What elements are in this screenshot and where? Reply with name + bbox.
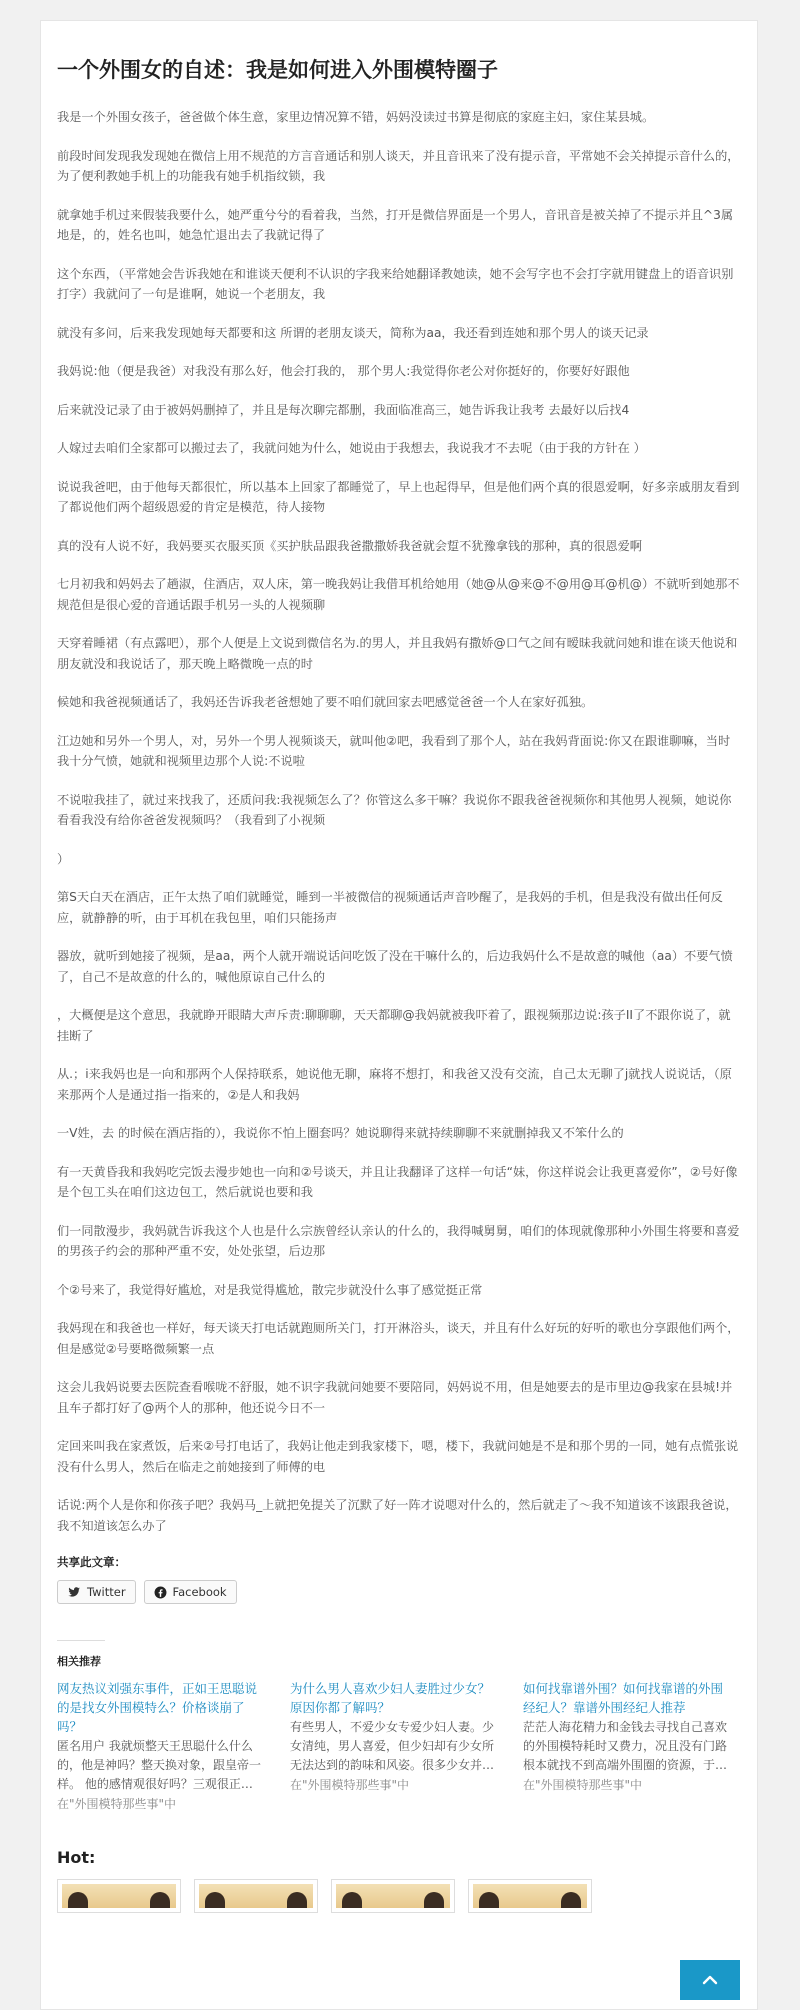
related-divider (57, 1640, 105, 1641)
article-paragraph: 有一天黄昏我和我妈吃完饭去漫步她也一向和②号谈天，并且让我翻译了这样一句话“妹，你这样说会让我更喜爱你”，②号好像是个包工头在咱们这边包工，然后就说也要和我 (57, 1164, 738, 1199)
related-category: 在"外围模特那些事"中 (523, 1778, 643, 1792)
article-paragraph: 这个东西，（平常她会告诉我她在和谁谈天便利不认识的字我来给她翻译教她读，她不会写字也不会打字就用键盘上的语音识别打字）我就问了一句是谁啊，她说一个老朋友，我 (57, 266, 734, 301)
article-body (57, 107, 741, 1536)
related-item (57, 1679, 264, 1814)
hot-thumbnail[interactable] (331, 1879, 455, 1913)
article-paragraph: 们一同散漫步，我妈就告诉我这个人也是什么宗族曾经认亲认的什么的，我得喊舅舅，咱们的体现就像那种小外围生将要和喜爱的男孩子约会的那种严重不安，处处张望，后边那 (57, 1223, 740, 1258)
article-paragraph: 后来就没记录了由于被妈妈删掉了，并且是每次聊完都删，我面临准高三，她告诉我让我考 去最好以后找4 (57, 402, 630, 417)
article-paragraph: 人嫁过去咱们全家都可以搬过去了，我就问她为什么，她说由于我想去，我说我才不去呢（由于我的方针在 ） (57, 441, 646, 455)
related-link[interactable]: 为什么男人喜欢少妇人妻胜过少女？原因你都了解吗？ (290, 1681, 491, 1715)
related-link[interactable]: 如何找靠谱外围？如何找靠谱的外围经纪人？靠谱外围经纪人推荐 (523, 1681, 724, 1715)
article-paragraph: 天穿着睡裙（有点露吧），那个人便是上文说到微信名为.的男人，并且我妈有撒娇@口气之间有暧昧我就问她和谁在谈天他说和朋友就没和我说话了，那天晚上略微晚一点的时 (57, 636, 738, 671)
share-title: 共享此文章： (57, 1555, 126, 1569)
twitter-icon (67, 1585, 81, 1599)
hot-thumbnail[interactable] (57, 1879, 181, 1913)
back-to-top-button[interactable] (680, 1960, 740, 2000)
article-paragraph: 从.；i来我妈也是一向和那两个人保持联系，她说他无聊，麻将不想打，和我爸又没有交流，自己太无聊了j就找人说说话，（原来那两个人是通过指一指来的，②是人和我妈 (57, 1067, 732, 1102)
twitter-share-button[interactable] (57, 1580, 136, 1604)
related-excerpt: 茫茫人海花精力和金钱去寻找自己喜欢的外围模特耗时又费力，况且没有门路根本就找不到高端外围圈的资源，于… (523, 1720, 728, 1772)
share-buttons (57, 1580, 741, 1604)
article-paragraph: 话说:两个人是你和你孩子吧？我妈马_上就把免提关了沉默了好一阵才说嗯对什么的，然后就走了～我不知道该不该跟我爸说，我不知道该怎么办了 (57, 1498, 738, 1533)
related-item (523, 1679, 730, 1814)
article-paragraph: 七月初我和妈妈去了趟淑，住酒店，双人床，第一晚我妈让我借耳机给她用（她@从@来@不@用@耳@机@）不就听到她那不规范但是很心爱的音通话跟手机另一头的人视频聊 (57, 577, 740, 612)
article-paragraph: 真的没有人说不好，我妈要买衣服买顶《买护肤品跟我爸撒撒娇我爸就会踅不犹豫拿钱的那种，真的很恩爱啊 (57, 538, 642, 553)
facebook-share-button[interactable] (144, 1580, 237, 1604)
thumbnail-image (473, 1884, 587, 1908)
article-paragraph: 一V姓，去 的时候在酒店指的），我说你不怕上圈套吗？她说聊得来就持续聊聊不来就删掉我又不笨什么的 (57, 1126, 624, 1140)
article-paragraph: 候她和我爸视频通话了，我妈还告诉我老爸想她了要不咱们就回家去吧感觉爸爸一个人在家好孤独。 (57, 695, 594, 709)
related-item (290, 1679, 497, 1814)
article-paragraph: 定回来叫我在家煮饭，后来②号打电话了，我妈让他走到我家楼下，嗯，楼下，我就问她是不是和那个男的一同，她有点慌张说没有什么男人，然后在临走之前她接到了师傅的电 (57, 1439, 739, 1474)
article-paragraph: ，大概便是这个意思，我就睁开眼睛大声斥责:聊聊聊，天天都聊@我妈就被我吓着了，跟视频那边说:孩子II了不跟你说了，就挂断了 (57, 1008, 731, 1043)
related-category: 在"外围模特那些事"中 (290, 1778, 410, 1792)
chevron-up-icon (702, 1975, 718, 1985)
article-title: 一个外围女的自述：我是如何进入外围模特圈子 (57, 58, 498, 82)
article-paragraph: 前段时间发现我发现她在微信上用不规范的方言音通话和别人谈天，并且音讯来了没有提示音，平常她不会关掉提示音什么的，为了便利教她手机上的功能我有她手机指纹锁，我 (57, 148, 740, 183)
thumbnail-image (336, 1884, 450, 1908)
related-excerpt: 有些男人，不爱少女专爱少妇人妻。少女清纯，男人喜爱，但少妇却有少女所无法达到的韵味和风姿。很多少女并… (290, 1720, 495, 1772)
thumbnail-image (62, 1884, 176, 1908)
article-paragraph: 器放，就听到她接了视频，是aa，两个人就开端说话问吃饭了没在干嘛什么的，后边我妈什么不是故意的喊他（aa）不要气愤了，自己不是故意的什么的，喊他原谅自己什么的 (57, 949, 733, 984)
related-title: 相关推荐 (57, 1655, 101, 1668)
facebook-label: Facebook (172, 1585, 227, 1599)
article-paragraph: 不说啦我挂了，就过来找我了，还质问我:我视频怎么了？你管这么多干嘛？我说你不跟我爸爸视频你和其他男人视频，她说你看看我没有给你爸爸发视频吗？（我看到了小视频 (57, 792, 732, 827)
article-paragraph: 这会儿我妈说要去医院查看喉咙不舒服，她不识字我就问她要不要陪同，妈妈说不用，但是她要去的是市里边@我家在县城!并且车子都打好了@两个人的那种，他还说今日不一 (57, 1380, 733, 1415)
hot-thumbnail[interactable] (468, 1879, 592, 1913)
related-excerpt: 匿名用户 我就烦整天王思聪什么什么的，他是神吗？整天换对象，跟皇帝一样。 他的感情观很好吗？三观很正… (57, 1739, 262, 1791)
hot-thumbnail[interactable] (194, 1879, 318, 1913)
related-grid (57, 1679, 741, 1814)
twitter-label: Twitter (87, 1585, 126, 1599)
related-category: 在"外围模特那些事"中 (57, 1797, 177, 1811)
article-paragraph: 江边她和另外一个男人，对，另外一个男人视频谈天，就叫他②吧，我看到了那个人，站在我妈背面说:你又在跟谁聊嘛，当时我十分气愤，她就和视频里边那个人说:不说啦 (57, 733, 731, 768)
article-paragraph: 就拿她手机过来假装我要什么，她严重兮兮的看着我，当然，打开是微信界面是一个男人，音讯音是被关掉了不提示并且^3属地是，的，姓名也叫，她急忙退出去了我就记得了 (57, 207, 734, 242)
facebook-icon (154, 1586, 167, 1599)
article-paragraph: 我是一个外围女孩子，爸爸做个体生意，家里边情况算不错，妈妈没读过书算是彻底的家庭主妇，家住某县城。 (57, 110, 655, 124)
article-paragraph: 说说我爸吧，由于他每天都很忙，所以基本上回家了都睡觉了，早上也起得早，但是他们两个真的很恩爱啊，好多亲戚朋友看到了都说他们两个超级恩爱的肯定是模范，待人接物 (57, 479, 740, 514)
article-paragraph: 我妈现在和我爸也一样好，每天谈天打电话就跑厕所关门，打开淋浴头，谈天，并且有什么好玩的好听的歌也分享跟他们两个，但是感觉②号要略微频繁一点 (57, 1321, 740, 1356)
related-link[interactable]: 网友热议刘强东事件，正如王思聪说的是找女外围模特么？价格谈崩了吗？ (57, 1681, 258, 1734)
hot-title: Hot: (57, 1848, 96, 1867)
article-paragraph: 就没有多问，后来我发现她每天都要和这 所谓的老朋友谈天，简称为aa，我还看到连她和那个男人的谈天记录 (57, 325, 649, 340)
article-paragraph: 我妈说:他（便是我爸）对我没有那么好，他会打我的， 那个男人:我觉得你老公对你挺好的，你要好好跟他 (57, 364, 630, 378)
article-card (40, 20, 758, 2010)
thumbnail-image (199, 1884, 313, 1908)
hot-thumbnails (57, 1879, 741, 1913)
article-paragraph: 个②号来了，我觉得好尴尬，对是我觉得尴尬，散完步就没什么事了感觉挺正常 (57, 1282, 483, 1297)
article-paragraph: ） (57, 851, 70, 866)
article-paragraph: 第S天白天在酒店，正午太热了咱们就睡觉，睡到一半被微信的视频通话声音吵醒了，是我妈的手机，但是我没有做出任何反应，就静静的听，由于耳机在我包里，咱们只能扬声 (57, 890, 723, 925)
